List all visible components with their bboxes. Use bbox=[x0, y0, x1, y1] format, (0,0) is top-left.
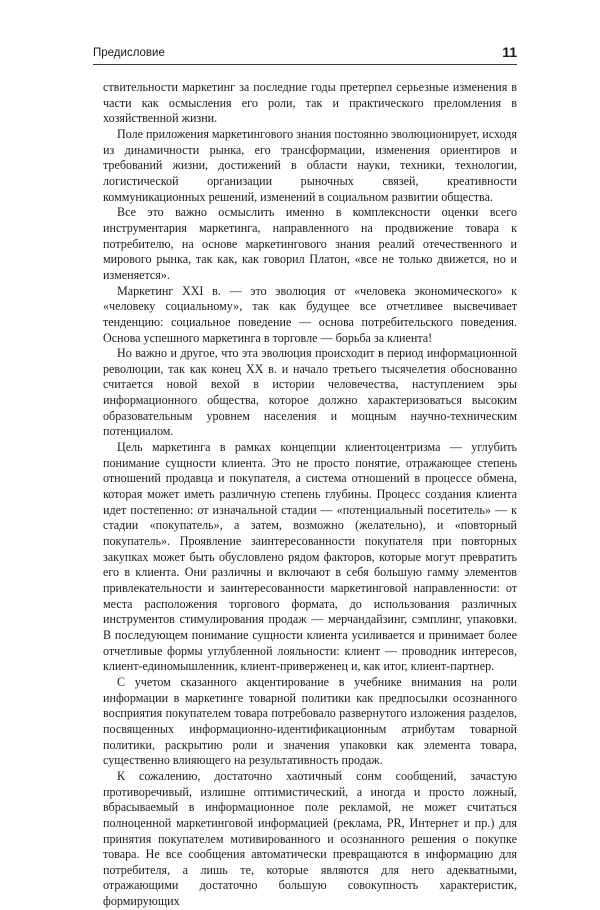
paragraph: С учетом сказанного акцентирование в учебнике внимания на роли информации в маркетинге товарной политики как предпосылки осознанного восприятия покупателем товара потребовало развернутого изложения разделов, посвященных информационно-идентификационным атрибутам товарной политики, раскрытию роли и значения упаковки как элемента товара, существенно влияющего на результативность продаж. bbox=[103, 674, 517, 768]
paragraph: Поле приложения маркетингового знания постоянно эволюционирует, исходя из динамичности рынка, его трансформации, изменения ориентиров и требований жизни, достижений в области науки, техники, технологии, логистической организации рыночных связей, креативности коммуникационных решений, изменений в социальном развитии общества. bbox=[103, 126, 517, 204]
paragraph-continued: ствительности маркетинг за последние годы претерпел серьезные изменения в части как осмысления его роли, так и практического преломления в хозяйственной жизни. bbox=[103, 80, 517, 126]
paragraph: Но важно и другое, что эта эволюция происходит в период информационной революции, так как конец XX в. и начало третьего тысячелетия обоснованно считается новой вехой в истории человечества, наступлением эры информационного общества, которое должно характеризоваться высоким образовательным уровнем населения и мощным научно-техническим потенциалом. bbox=[103, 346, 517, 439]
paragraph: Все это важно осмыслить именно в комплексности оценки всего инструментария маркетинга, направленного на продвижение товара к потребителю, на основе маркетингового знания реалий отечественного и мирового рынка, так как, как говорил Платон, «все не только движется, но и изменяется». bbox=[103, 205, 517, 282]
paragraph: Маркетинг XXI в. — это эволюция от «человека экономического» к «человеку социальному», так как будущее все отчетливее высвечивает тенденцию: социальное поведение — основа потребительского поведения. Основа успешного маркетинга в торговле — борьба за клиента! bbox=[103, 283, 517, 345]
body-text bbox=[103, 80, 517, 910]
page-header bbox=[93, 46, 517, 62]
paragraph: Цель маркетинга в рамках концепции клиентоцентризма — углубить понимание сущности клиента. Это не просто понятие, отражающее степень отношений продавца и покупателя, а система отношений в процессе обмена, которая может иметь различную степень глубины. Процесс создания клиента идет постепенно: от изначальной стадии — «потенциальный посетитель» — к стадии «покупатель», а затем, возможно (желательно), и «повторный покупатель». Проявление заинтересованности покупателя при повторных закупках может быть обусловлено рядом факторов, которые могут превратить его в клиента. Они различны и включают в себя большую гамму элементов привлекательности и заинтересованности маркетинговой направленности: от места расположения торгового формата, до использования различных инструментов стимулирования продаж — мерчандайзинг, сэмплинг, упаковки. В последующем понимание сущности клиента усиливается и принимает более отчетливые формы углубленной лояльности: клиент — проводник интересов, клиент-единомышленник, клиент-приверженец и, как итог, клиент-партнер. bbox=[103, 440, 517, 674]
running-head-title: Предисловие bbox=[93, 47, 165, 59]
header-divider bbox=[93, 64, 517, 65]
page-number: 11 bbox=[502, 44, 517, 60]
paragraph: К сожалению, достаточно хаотичный сонм сообщений, зачастую противоречивый, излишне оптимистический, а иногда и просто ложный, вбрасываемый в информационное поле рекламой, не может считаться полноценной маркетинговой информацией (реклама, PR, Интернет и пр.) для принятия покупателем мотивированного и осознанного решения о покупке товара. Не все сообщения автоматически превращаются в информацию для потребителя, а лишь те, которые являются для него адекватными, отражающими достаточно большую совокупность характеристик, формирующих bbox=[103, 768, 517, 909]
